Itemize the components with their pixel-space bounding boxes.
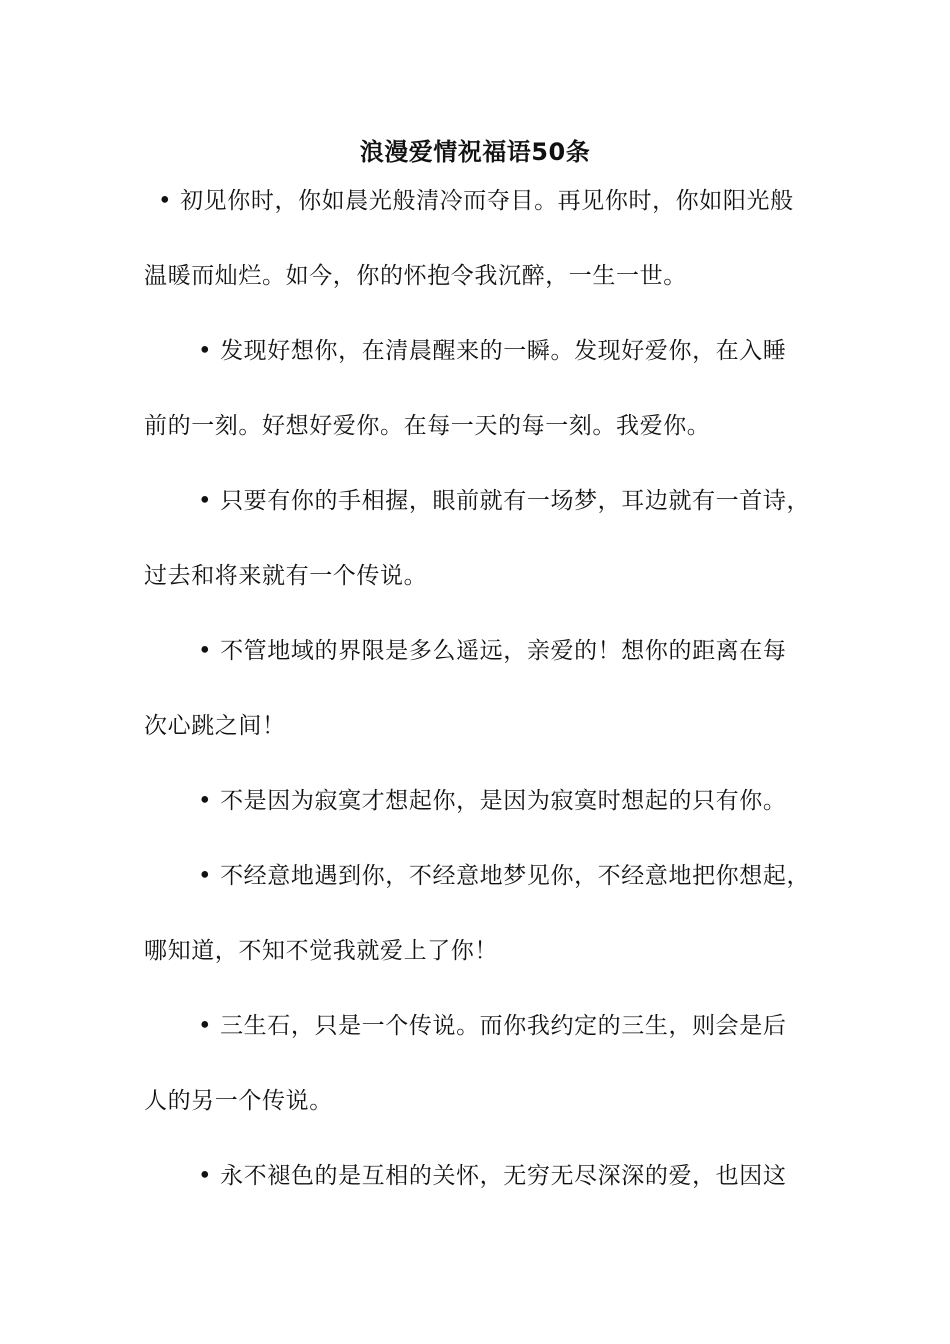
paragraph-line: • 不是因为寂寞才想起你，是因为寂寞时想起的只有你。 [198,788,787,814]
paragraph-line: • 永不褪色的是互相的关怀，无穷无尽深深的爱，也因这 [198,1163,787,1189]
paragraph-line: 人的另一个传说。 [144,1088,333,1114]
paragraph-line: • 发现好想你，在清晨醒来的一瞬。发现好爱你，在入睡 [198,338,787,364]
paragraph-line: 哪知道，不知不觉我就爱上了你！ [144,938,498,964]
paragraph-line: 前的一刻。好想好爱你。在每一天的每一刻。我爱你。 [144,413,711,439]
paragraph-line: • 只要有你的手相握，眼前就有一场梦，耳边就有一首诗， [198,488,811,514]
paragraph-line: • 不经意地遇到你，不经意地梦见你，不经意地把你想起， [198,863,811,889]
paragraph-line: 次心跳之间！ [144,713,286,739]
paragraph-line: • 三生石，只是一个传说。而你我约定的三生，则会是后 [198,1013,787,1039]
paragraph-line: 温暖而灿烂。如今，你的怀抱令我沉醉，一生一世。 [144,263,687,289]
paragraph-line: • 初见你时，你如晨光般清冷而夺目。再见你时，你如阳光般 [158,188,794,214]
paragraph-line: 过去和将来就有一个传说。 [144,563,428,589]
paragraph-line: • 不管地域的界限是多么遥远，亲爱的！想你的距离在每 [198,638,787,664]
document-title: 浪漫爱情祝福语50条 [359,138,591,166]
